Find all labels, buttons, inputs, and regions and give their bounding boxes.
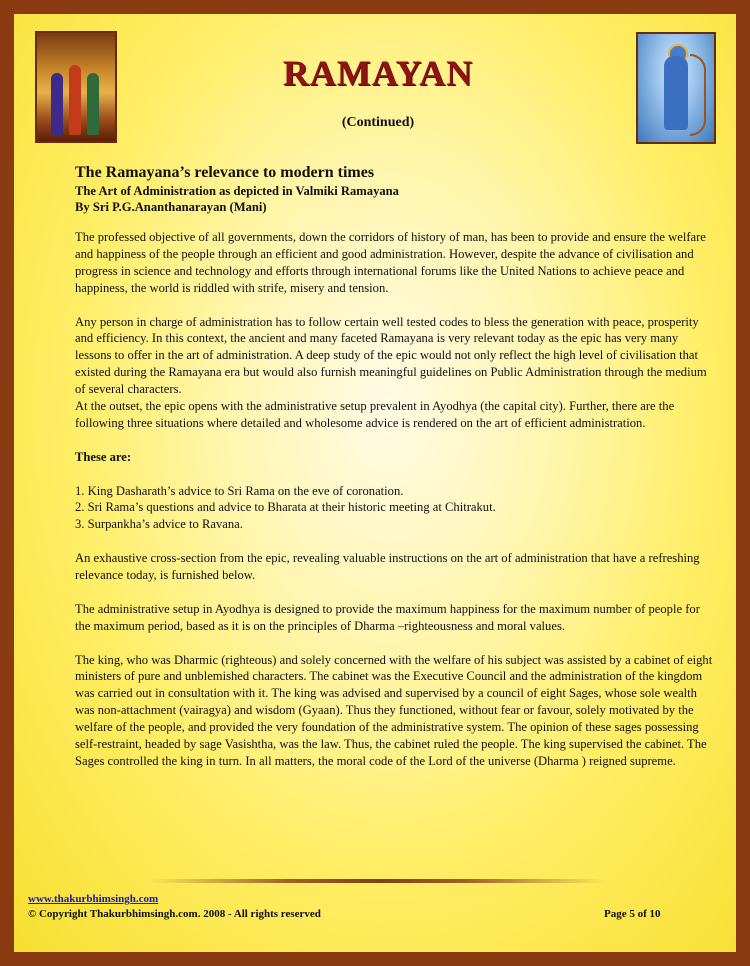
paragraph-1: The professed objective of all governments, down the corridors of history of man, has been to provide and ensure the welfare and happiness of the people through an efficient and good administration. However, despite the advance of civilisation and progress in science and technology and efforts through international forums like the United Nations to achieve peace and happiness, the world is riddled with strife, misery and tension. xyxy=(75,230,706,295)
these-are-label: These are: xyxy=(75,449,132,464)
page-subtitle: (Continued) xyxy=(341,115,415,130)
article-subheading: The Art of Administration as depicted in Valmiki Ramayana xyxy=(75,184,399,198)
page-title: RAMAYAN xyxy=(282,53,474,93)
list-item: 3. Surpankha’s advice to Ravana. xyxy=(75,517,243,532)
article-content xyxy=(75,163,715,787)
page-number: Page 5 of 10 xyxy=(604,908,661,920)
situations-list xyxy=(75,483,715,534)
article-byline: By Sri P.G.Ananthanarayan (Mani) xyxy=(75,200,267,214)
list-item: 2. Sri Rama’s questions and advice to Bharata at their historic meeting at Chitrakut. xyxy=(75,500,496,515)
paragraph-4: The administrative setup in Ayodhya is designed to provide the maximum happiness for the maximum number of people for the maximum period, based as it is on the principles of Dharma –righteousness and moral values. xyxy=(75,601,700,633)
article-heading: The Ramayana’s relevance to modern times xyxy=(75,164,375,181)
list-item: 1. King Dasharath’s advice to Sri Rama on the eve of coronation. xyxy=(75,483,404,498)
paragraph-3: An exhaustive cross-section from the epic, revealing valuable instructions on the art of administration that have a refreshing relevance today, is furnished below. xyxy=(75,551,700,583)
copyright-text: © Copyright Thakurbhimsingh.com. 2008 - All rights reserved xyxy=(28,908,321,920)
website-link[interactable]: www.thakurbhimsingh.com xyxy=(28,893,159,905)
paragraph-2b: At the outset, the epic opens with the administrative setup prevalent in Ayodhya (the capital city). Further, there are the following three situations where detailed and wholesome advice is rendered on the art of efficient administration. xyxy=(75,399,675,430)
footer-divider xyxy=(150,879,605,883)
page-body xyxy=(14,14,736,952)
paragraph-5: The king, who was Dharmic (righteous) and solely concerned with the welfare of his subject was assisted by a cabinet of eight ministers of pure and unblemished characters. The cabinet was the Executive Council and the administration of the kingdom was carried out in consultation with it. The king was advised and supervised by a council of eight Sages, whose sole wealth was non-attachment (vairagya) and wisdom (Gyaan). Thus they functioned, without fear or favour, solely motivated by the welfare of the people, and provided the very foundation of the administrative system. The opinion of these sages possessing self-restraint, headed by sage Vasishtha, was the law. Thus, the cabinet ruled the people. The king supervised the cabinet. The Sages controlled the king in turn. In all matters, the moral code of the Lord of the universe (Dharma ) reigned supreme. xyxy=(75,652,713,768)
paragraph-2a: Any person in charge of administration has to follow certain well tested codes to bless the generation with peace, prosperity and efficiency. In this context, the ancient and many faceted Ramayana is very relevant today as the epic has very many lessons to offer in the art of administration. A deep study of the epic would not only reflect the high level of civilisation that existed during the Ramayana era but would also furnish meaningful guidelines on Public Administration through the medium of several characters. xyxy=(75,314,707,397)
